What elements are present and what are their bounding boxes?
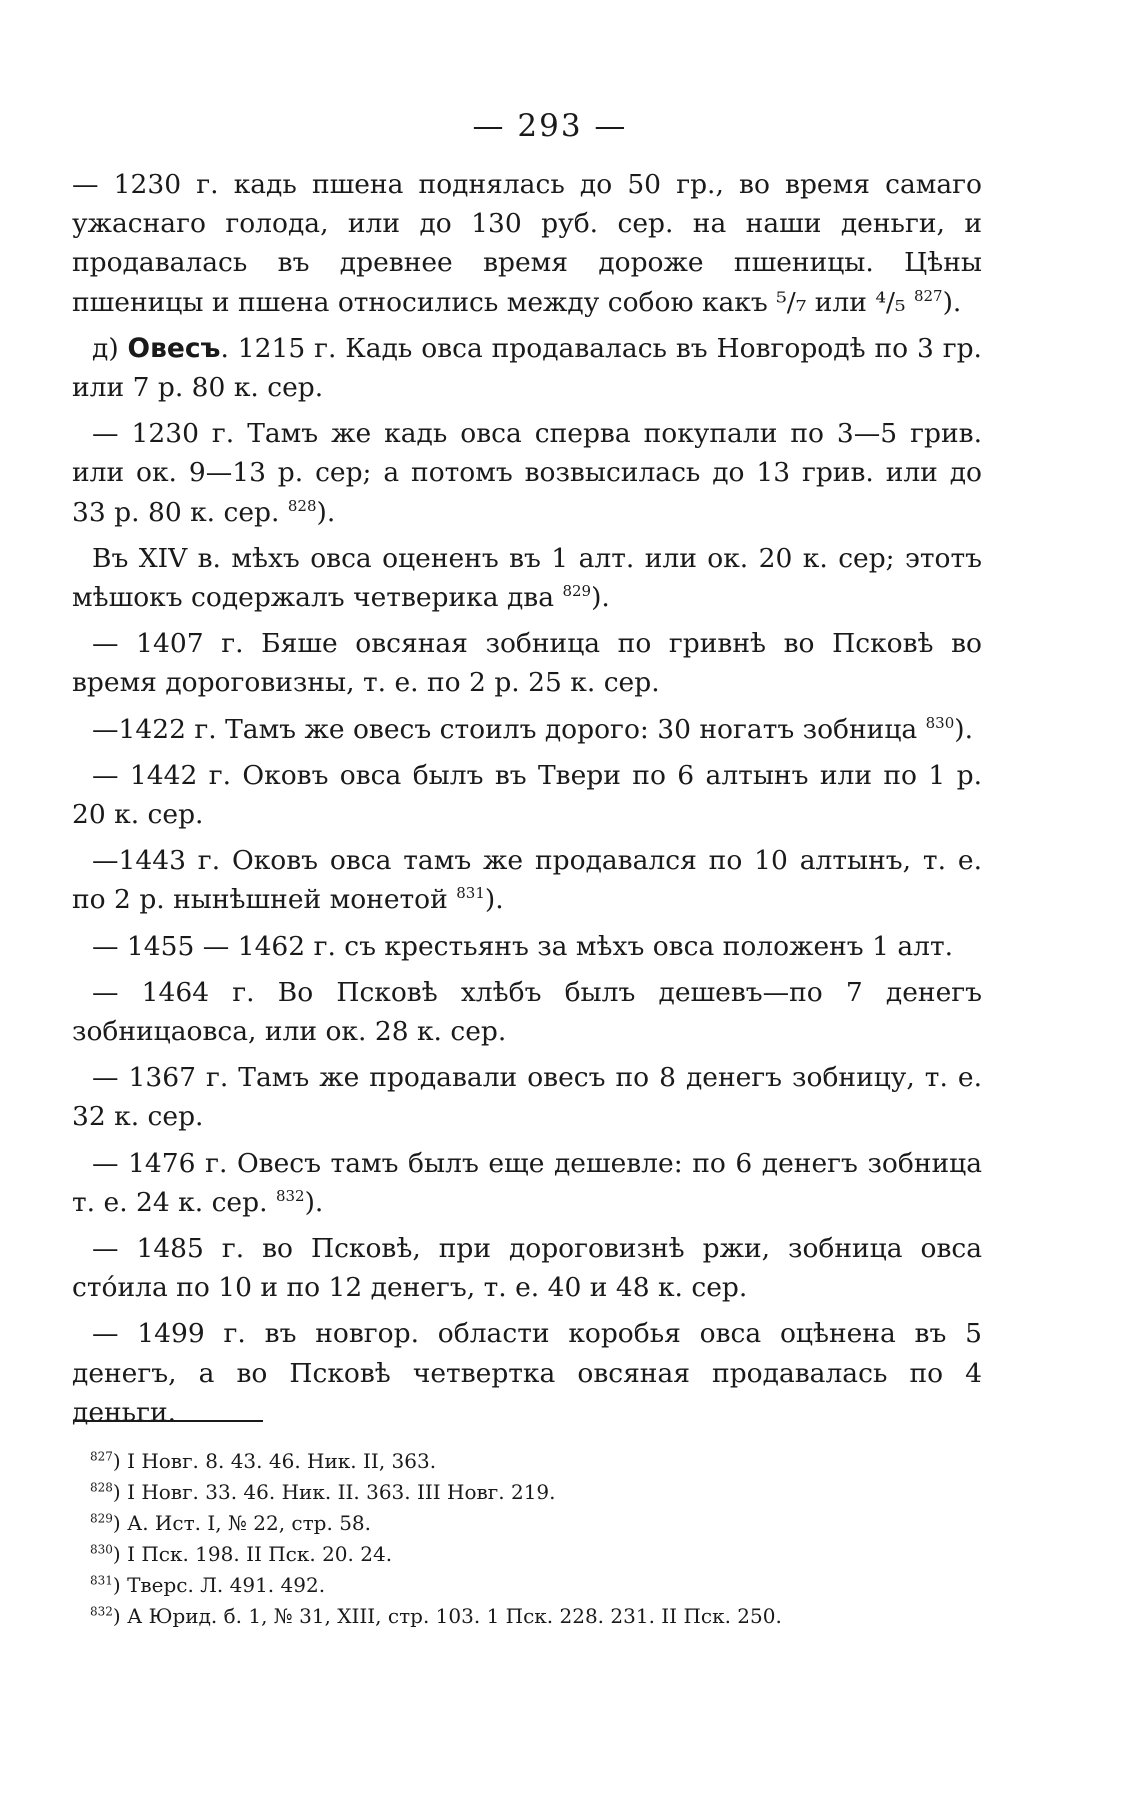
footnote [90,1570,990,1601]
footnote-text: ) I Новг. 33. 46. Ник. II. 363. III Новг. 219. [112,1480,556,1504]
footnote-number: 832 [90,1604,113,1619]
paragraph [72,973,982,1051]
paragraph-text-end: ). [954,713,974,745]
paragraph [72,1144,982,1222]
page-number: — 293 — [472,108,628,144]
paragraph-text: —1443 г. Оковъ овса тамъ же продавался по 10 алтынъ, т. е. по 2 р. нынѣшней монетой [72,845,982,916]
paragraph-text: —1422 г. Тамъ же овесъ стоилъ дорого: 30 ногатъ зобница [92,713,918,745]
footnote-text: ) А Юрид. б. 1, № 31, XIII, стр. 103. 1 Пск. 228. 231. II Пск. 250. [112,1604,782,1628]
footnote [90,1601,990,1632]
paragraph-text: — 1464 г. Во Псковѣ хлѣбъ былъ дешевъ—по 7 денегъ зобницаовса, или ок. 28 к. сер. [72,976,982,1048]
footnote-ref[interactable]: 830 [925,713,955,732]
paragraph-text-end: ). [942,286,962,318]
footnotes [90,1446,990,1632]
paragraph-text: — 1476 г. Овесъ тамъ былъ еще дешевле: по 6 денегъ зобница т. е. 24 к. сер. [72,1147,982,1218]
footnote-text: ) А. Ист. I, № 22, стр. 58. [112,1511,372,1535]
paragraph-text: — 1442 г. Оковъ овса былъ въ Твери по 6 алтынъ или по 1 р. 20 к. сер. [72,759,982,831]
paragraph-text-end: ). [591,582,610,614]
paragraph-text: — 1407 г. Бяше овсяная зобница по гривнѣ во Псковѣ во время дороговизны, т. е. по 2 р. 25 к. сер. [72,628,982,699]
paragraph-text: — 1230 г. кадь пшена поднялась до 50 гр., во время самаго ужаснаго голода, или до 130 руб. сер. на наши деньги, и продавалась въ древнее время дороже пшеницы. Цѣны пшеницы и пшена относились между собою какъ ⁵/₇ или ⁴/₅ [72,169,982,318]
footnote-number: 831 [90,1573,113,1588]
paragraph-text: — 1230 г. Тамъ же кадь овса сперва покупали по 3—5 грив. или ок. 9—13 р. сер; а потомъ возвысилась до 13 грив. или до 33 р. 80 к. сер. [72,418,982,528]
paragraph [72,1314,982,1432]
footnote [90,1508,990,1539]
footnote-ref[interactable]: 828 [287,496,317,515]
footnote-ref[interactable]: 829 [562,582,592,601]
body-text [72,165,982,1439]
paragraph [72,414,982,532]
paragraph [72,165,982,322]
section-letter: д) [92,332,128,364]
footnote [90,1477,990,1508]
footnote-text: ) Тверс. Л. 491. 492. [112,1573,326,1597]
paragraph [72,539,982,617]
paragraph-text: — 1499 г. въ новгор. области коробья овса оцѣнена въ 5 денегъ, а во Псковѣ четвертка овсяная продавалась по 4 деньги. [72,1318,982,1428]
paragraph [72,710,982,749]
footnote-divider [75,1420,263,1422]
footnote-number: 830 [90,1542,113,1557]
footnote [90,1446,990,1477]
paragraph [72,756,982,834]
footnote-ref[interactable]: 832 [275,1187,305,1206]
paragraph-text: . 1215 г. Кадь овса продавалась въ Новгородѣ по 3 гр. или 7 р. 80 к. сер. [72,332,982,404]
paragraph [72,1058,982,1136]
footnote-text: ) I Новг. 8. 43. 46. Ник. II, 363. [112,1449,437,1473]
paragraph [72,1229,982,1307]
footnote-text: ) I Пск. 198. II Пск. 20. 24. [112,1542,393,1566]
paragraph-text-end: ). [304,1186,324,1218]
paragraph-text: Въ XIV в. мѣхъ овса оцененъ въ 1 алт. или ок. 20 к. сер; этотъ мѣшокъ содержалъ четверика два [72,542,982,614]
footnote-ref[interactable]: 831 [456,884,485,903]
footnote-number: 829 [90,1511,113,1526]
paragraph-text: — 1367 г. Тамъ же продавали овесъ по 8 денегъ зобницу, т. е. 32 к. сер. [72,1062,982,1133]
paragraph [72,624,982,702]
footnote-ref[interactable]: 827 [913,286,943,305]
footnote-number: 828 [90,1480,113,1495]
paragraph [72,841,982,919]
paragraph-text: — 1455 — 1462 г. съ крестьянъ за мѣхъ овса положенъ 1 алт. [92,930,954,962]
section-heading-paragraph [72,329,982,407]
paragraph-text-end: ). [316,496,336,528]
footnote [90,1539,990,1570]
section-heading: Овесъ [127,332,221,364]
paragraph-text: — 1485 г. во Псковѣ, при дороговизнѣ ржи, зобница овса стóила по 10 и по 12 денегъ, т. е. 40 и 48 к. сер. [72,1233,982,1304]
paragraph [72,927,982,966]
footnote-number: 827 [90,1449,113,1464]
paragraph-text-end: ). [484,884,504,916]
